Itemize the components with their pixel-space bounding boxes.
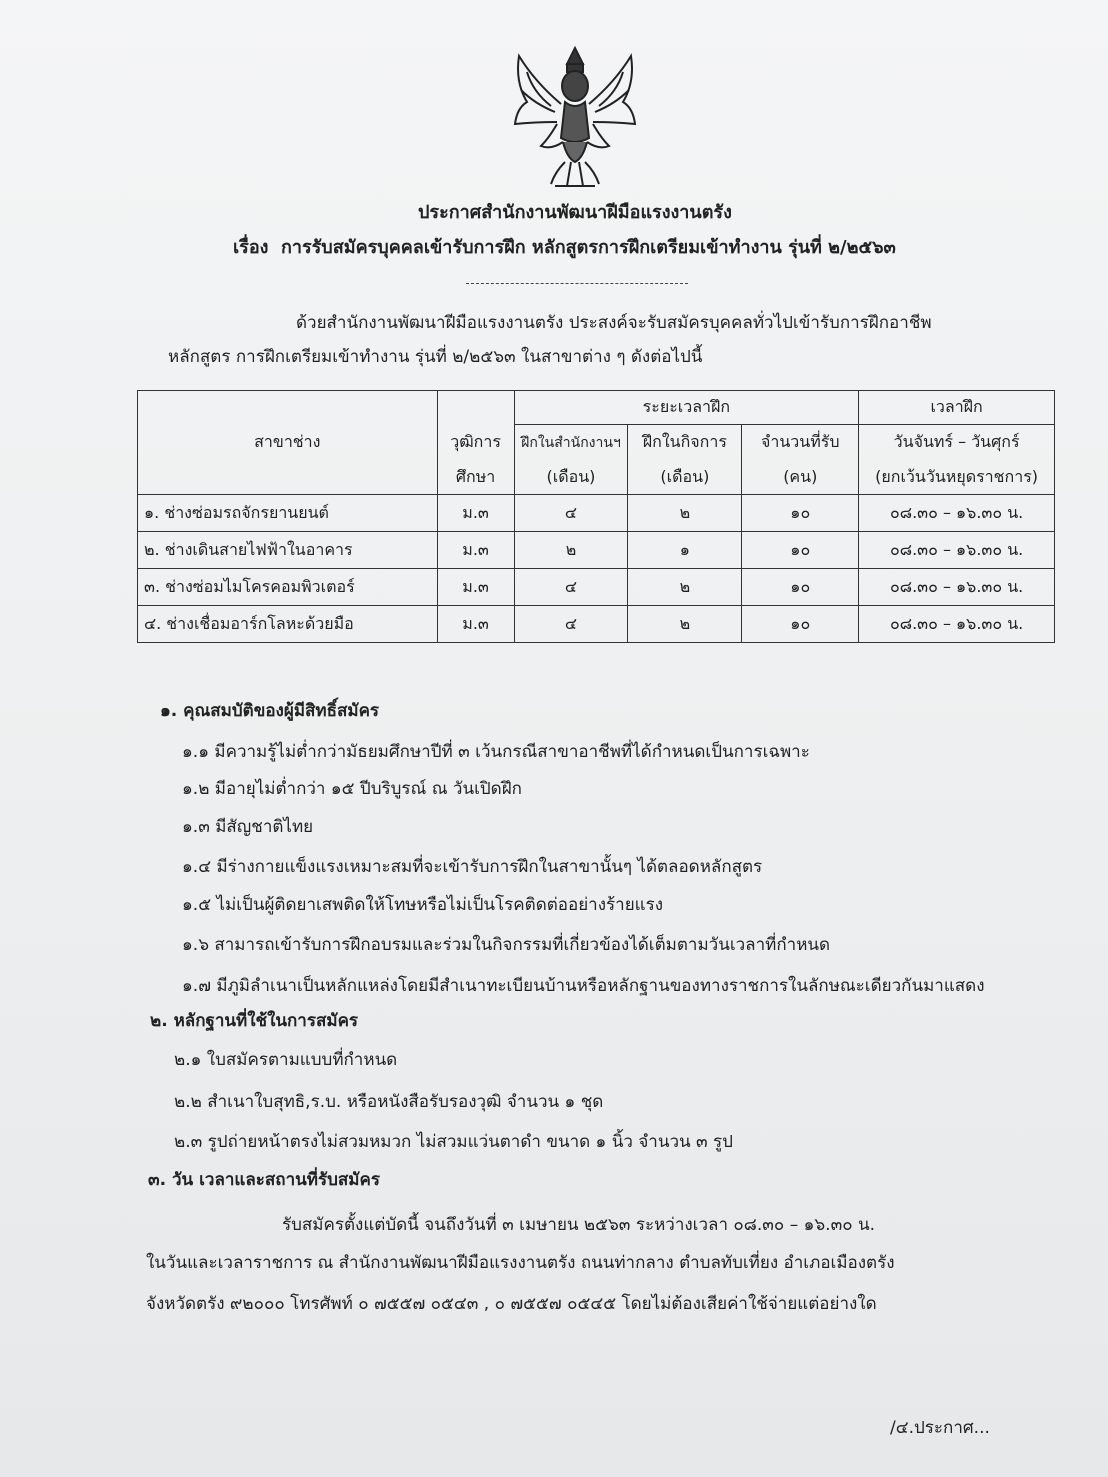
cell-time: ๐๘.๓๐ – ๑๖.๓๐ น. — [859, 569, 1055, 606]
header-education-line2: ศึกษา — [455, 466, 496, 486]
section3-line-3: จังหวัดตรัง ๙๒๐๐๐ โทรศัพท์ ๐ ๗๕๕๗ ๐๕๔๓ , ๐ ๗๕๕๗ ๐๕๔๕ โดยไม่ต้องเสียค่าใช้จ่ายแต่อย่างใด — [146, 1294, 877, 1314]
continuation-note: /๔.ประกาศ... — [890, 1418, 990, 1438]
cell-company: ๑ — [628, 532, 742, 569]
header-count-1: จำนวนที่รับ — [742, 425, 859, 461]
cell-time: ๐๘.๓๐ – ๑๖.๓๐ น. — [859, 606, 1055, 643]
subject-text: การรับสมัครบุคคลเข้ารับการฝึก หลักสูตรการฝึกเตรียมเข้าทำงาน รุ่นที่ ๒/๒๕๖๓ — [280, 237, 896, 258]
header-time-3: (ยกเว้นวันหยุดราชการ) — [859, 460, 1055, 495]
cell-count: ๑๐ — [742, 606, 859, 643]
section1-heading: ๑. คุณสมบัติของผู้มีสิทธิ์สมัคร — [160, 701, 380, 721]
title-divider — [466, 283, 688, 284]
subject-label: เรื่อง — [233, 237, 269, 258]
section1-item: ๑.๕ ไม่เป็นผู้ติดยาเสพติดให้โทษหรือไม่เป็นโรคติดต่ออย่างร้ายแรง — [182, 895, 664, 915]
header-duration: ระยะเวลาฝึก — [514, 391, 859, 425]
section2-item: ๒.๑ ใบสมัครตามแบบที่กำหนด — [174, 1050, 398, 1070]
table-row — [138, 606, 1055, 643]
cell-count: ๑๐ — [742, 495, 859, 532]
cell-branch: ๒. ช่างเดินสายไฟฟ้าในอาคาร — [138, 532, 438, 569]
header-time-1: เวลาฝึก — [859, 391, 1055, 425]
header-branch: สาขาช่าง — [138, 391, 438, 495]
header-time-2: วันจันทร์ – วันศุกร์ — [859, 425, 1055, 461]
header-company-2: (เดือน) — [628, 460, 742, 495]
section1-item: ๑.๒ มีอายุไม่ต่ำกว่า ๑๕ ปีบริบูรณ์ ณ วันเปิดฝึก — [182, 779, 522, 799]
intro-line-1: ด้วยสำนักงานพัฒนาฝีมือแรงงานตรัง ประสงค์จะรับสมัครบุคคลทั่วไปเข้ารับการฝึกอาชีพ — [296, 313, 932, 333]
header-company-1: ฝึกในกิจการ — [628, 425, 742, 461]
cell-office: ๒ — [514, 532, 628, 569]
cell-count: ๑๐ — [742, 532, 859, 569]
cell-education: ม.๓ — [437, 532, 514, 569]
section1-item: ๑.๖ สามารถเข้ารับการฝึกอบรมและร่วมในกิจกรรมที่เกี่ยวข้องได้เต็มตามวันเวลาที่กำหนด — [182, 935, 831, 955]
table-row — [138, 532, 1055, 569]
cell-branch: ๑. ช่างซ่อมรถจักรยานยนต์ — [138, 495, 438, 532]
intro-line-2: หลักสูตร การฝึกเตรียมเข้าทำงาน รุ่นที่ ๒/๒๕๖๓ ในสาขาต่าง ๆ ดังต่อไปนี้ — [168, 347, 703, 367]
section3-line-2: ในวันและเวลาราชการ ณ สำนักงานพัฒนาฝีมือแรงงานตรัง ถนนท่ากลาง ตำบลทับเที่ยง อำเภอเมืองตรัง — [146, 1253, 895, 1273]
section2-item: ๒.๓ รูปถ่ายหน้าตรงไม่สวมหมวก ไม่สวมแว่นตาดำ ขนาด ๑ นิ้ว จำนวน ๓ รูป — [174, 1132, 733, 1152]
cell-education: ม.๓ — [437, 606, 514, 643]
section3-line-1: รับสมัครตั้งแต่บัดนี้ จนถึงวันที่ ๓ เมษายน ๒๕๖๓ ระหว่างเวลา ๐๘.๓๐ – ๑๖.๓๐ น. — [282, 1215, 876, 1235]
subject-line — [233, 232, 896, 261]
cell-branch: ๓. ช่างซ่อมไมโครคอมพิวเตอร์ — [138, 569, 438, 606]
cell-office: ๔ — [514, 495, 628, 532]
header-count-2: (คน) — [742, 460, 859, 495]
table-row — [138, 495, 1055, 532]
cell-education: ม.๓ — [437, 569, 514, 606]
cell-company: ๒ — [628, 569, 742, 606]
cell-company: ๒ — [628, 606, 742, 643]
garuda-emblem-icon — [505, 42, 645, 192]
courses-table — [137, 390, 1055, 643]
cell-time: ๐๘.๓๐ – ๑๖.๓๐ น. — [859, 495, 1055, 532]
cell-time: ๐๘.๓๐ – ๑๖.๓๐ น. — [859, 532, 1055, 569]
cell-education: ม.๓ — [437, 495, 514, 532]
header-office-2: (เดือน) — [514, 460, 628, 495]
header-education-line1: วุฒิการ — [450, 431, 501, 451]
table-row — [138, 569, 1055, 606]
cell-count: ๑๐ — [742, 569, 859, 606]
section2-heading: ๒. หลักฐานที่ใช้ในการสมัคร — [150, 1011, 359, 1031]
section1-item: ๑.๓ มีสัญชาติไทย — [182, 817, 314, 837]
header-education — [437, 391, 514, 495]
cell-office: ๔ — [514, 606, 628, 643]
section2-item: ๒.๒ สำเนาใบสุทธิ,ร.บ. หรือหนังสือรับรองวุฒิ จำนวน ๑ ชุด — [174, 1092, 604, 1112]
section3-heading: ๓. วัน เวลาและสถานที่รับสมัคร — [148, 1170, 380, 1190]
section1-item: ๑.๗ มีภูมิลำเนาเป็นหลักแหล่งโดยมีสำเนาทะเบียนบ้านหรือหลักฐานของทางราชการในลักษณะเดียวกันมาแสดง — [182, 976, 985, 996]
office-title: ประกาศสำนักงานพัฒนาฝีมือแรงงานตรัง — [418, 202, 732, 223]
section1-item: ๑.๑ มีความรู้ไม่ต่ำกว่ามัธยมศึกษาปีที่ ๓ เว้นกรณีสาขาอาชีพที่ได้กำหนดเป็นการเฉพาะ — [182, 742, 810, 762]
cell-company: ๒ — [628, 495, 742, 532]
cell-branch: ๔. ช่างเชื่อมอาร์กโลหะด้วยมือ — [138, 606, 438, 643]
section1-item: ๑.๔ มีร่างกายแข็งแรงเหมาะสมที่จะเข้ารับการฝึกในสาขานั้นๆ ได้ตลอดหลักสูตร — [182, 857, 763, 877]
cell-office: ๔ — [514, 569, 628, 606]
header-office-1: ฝึกในสำนักงานฯ — [514, 425, 628, 461]
